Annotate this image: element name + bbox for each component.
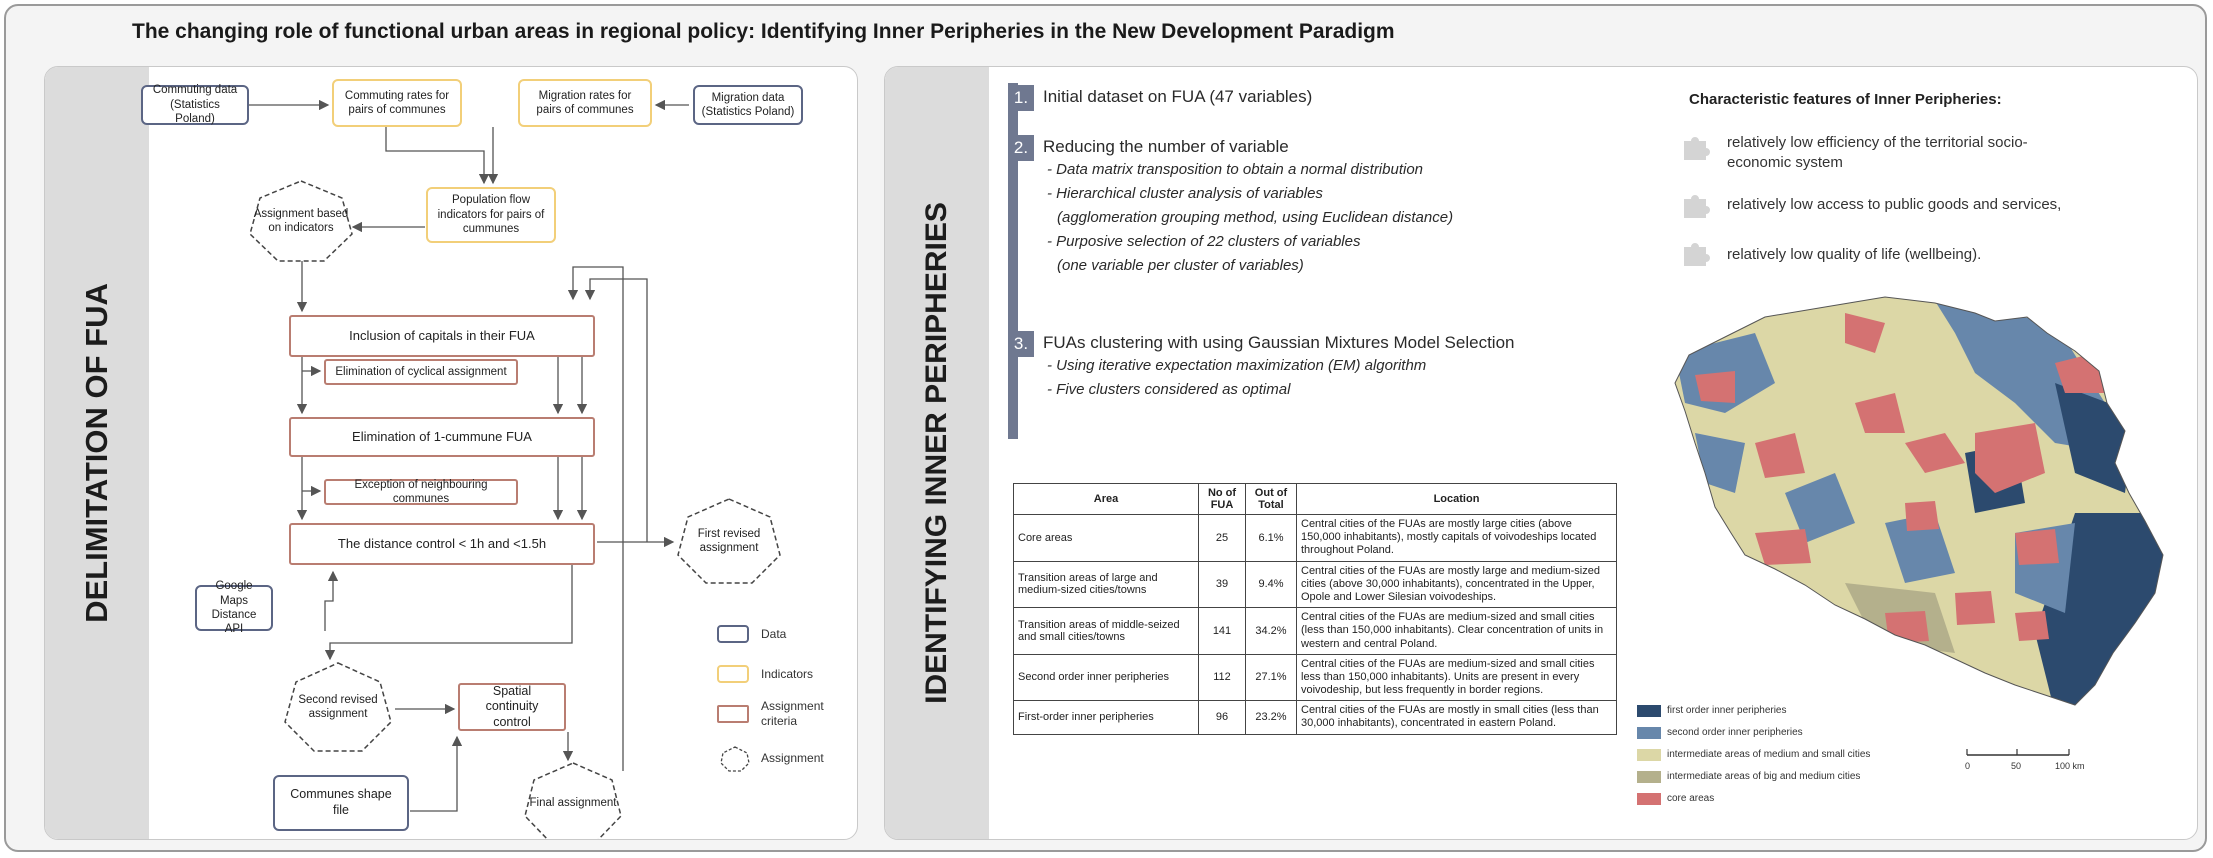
location-cell: Central cities of the FUAs are mostly large and medium-sized cities (above 30,000 inhabitants), concentrated in the Upper, Opole and Lower Silesian voivodeships. — [1297, 561, 1617, 608]
table-row — [1014, 608, 1617, 655]
legend-data-label: Data — [761, 627, 787, 641]
area-cell: Transition areas of middle-seized and small cities/towns — [1014, 608, 1199, 655]
step-3-sub-1: - Using iterative expectation maximization (EM) algorithm — [1047, 357, 1427, 374]
assignment-label: Second revised assignment — [298, 693, 378, 720]
map-legend-label-3: intermediate areas of medium and small cities — [1667, 749, 1871, 760]
elimination-cyclical-box: Elimination of cyclical assignment — [324, 359, 518, 385]
poster-title: The changing role of functional urban areas in regional policy: Identifying Inner Peripheries in the New Development Paradigm — [132, 20, 1395, 43]
population-flow-box: Population flow indicators for pairs of cummunes — [426, 187, 556, 243]
communes-shape-box: Communes shape file — [273, 775, 409, 831]
table-row — [1014, 701, 1617, 734]
header-no-fua: No of FUA — [1199, 484, 1246, 515]
map-core-wroclaw — [1755, 529, 1811, 565]
share-cell: 27.1% — [1246, 654, 1297, 701]
feature-1-text: relatively low efficiency of the territorial socio-economic system — [1727, 134, 2028, 171]
assignment-label: First revised assignment — [697, 527, 761, 554]
count-cell: 25 — [1199, 515, 1246, 562]
map-legend-swatch-1 — [1637, 705, 1661, 717]
legend-criteria-swatch — [717, 705, 749, 723]
assignment-based-on-indicators — [248, 179, 354, 263]
location-cell: Central cities of the FUAs are medium-sized and small cities less than 150,000 inhabitants). Units are present in every voivodeship, but less frequently in border regions. — [1297, 654, 1617, 701]
puzzle-icon — [1681, 133, 1711, 163]
count-cell: 112 — [1199, 654, 1246, 701]
clusters-table — [1013, 483, 1617, 735]
header-location: Location — [1297, 484, 1617, 515]
step-2-sub-3: (agglomeration grouping method, using Euclidean distance) — [1057, 209, 1454, 226]
step-3-sub-2: - Five clusters considered as optimal — [1047, 381, 1291, 398]
feature-2-text: relatively low access to public goods and services, — [1727, 196, 2062, 213]
assignment-label: Final assignment — [529, 796, 617, 809]
count-cell: 96 — [1199, 701, 1246, 734]
legend-indicators-label: Indicators — [761, 667, 814, 681]
assignment-label: Assignment based on indicators — [253, 207, 349, 234]
area-cell: Core areas — [1014, 515, 1199, 562]
inner-peripheries-panel — [884, 66, 2198, 840]
migration-data-box: Migration data (Statistics Poland) — [693, 85, 803, 125]
share-cell: 6.1% — [1246, 515, 1297, 562]
step-3-text: FUAs clustering with using Gaussian Mixtures Model Selection — [1043, 333, 1515, 352]
final-assignment — [523, 761, 623, 840]
map-core-krakow — [1955, 591, 1995, 625]
table-row — [1014, 515, 1617, 562]
map-core-katowice — [1885, 611, 1929, 643]
map-core-lublin — [2015, 529, 2059, 565]
map-core-szczecin — [1695, 371, 1735, 403]
first-revised-assignment — [676, 497, 782, 585]
table-header-row — [1014, 484, 1617, 515]
step-2-sub-2: - Hierarchical cluster analysis of variables — [1047, 185, 1323, 202]
area-cell: Second order inner peripheries — [1014, 654, 1199, 701]
map-legend-swatch-2 — [1637, 727, 1661, 739]
step-2-sub-1: - Data matrix transposition to obtain a normal distribution — [1047, 161, 1424, 178]
header-area: Area — [1014, 484, 1199, 515]
step-3-number: 3. — [1008, 331, 1034, 357]
puzzle-icon — [1681, 239, 1711, 269]
step-1-text: Initial dataset on FUA (47 variables) — [1043, 87, 1313, 106]
location-cell: Central cities of the FUAs are medium-sized and small cities (less than 150,000 inhabitants). Clear concentration of units in western and central Poland. — [1297, 608, 1617, 655]
scale-bar — [1965, 745, 2085, 759]
map-legend-label-5: core areas — [1667, 793, 1715, 804]
step-2-number: 2. — [1008, 135, 1034, 161]
commuting-data-box: Commuting data (Statistics Poland) — [141, 85, 249, 125]
elimination-1commune-box: Elimination of 1-cummune FUA — [289, 417, 595, 457]
scale-label-50: 50 — [2011, 761, 2022, 771]
map-legend-swatch-4 — [1637, 771, 1661, 783]
header-out-of-total: Out of Total — [1246, 484, 1297, 515]
migration-rates-box: Migration rates for pairs of communes — [518, 79, 652, 127]
share-cell: 34.2% — [1246, 608, 1297, 655]
step-2-sub-4: - Purposive selection of 22 clusters of variables — [1047, 233, 1361, 250]
second-revised-assignment — [283, 661, 393, 753]
legend-assignment-label: Assignment — [761, 751, 824, 765]
scale-label-0: 0 — [1965, 761, 1971, 771]
legend-assignment-icon — [719, 745, 751, 773]
map-legend-label-1: first order inner peripheries — [1667, 705, 1787, 716]
exception-neighbouring-box: Exception of neighbouring communes — [324, 479, 518, 505]
side-bar — [885, 67, 989, 839]
map-legend-swatch-3 — [1637, 749, 1661, 761]
area-cell: Transition areas of large and medium-sized cities/towns — [1014, 561, 1199, 608]
feature-3-text: relatively low quality of life (wellbeing). — [1727, 246, 1982, 263]
commuting-rates-box: Commuting rates for pairs of communes — [332, 79, 462, 127]
features-title: Characteristic features of Inner Peripheries: — [1689, 91, 2002, 108]
map-core-rzeszow — [2015, 611, 2049, 641]
table-row — [1014, 654, 1617, 701]
share-cell: 9.4% — [1246, 561, 1297, 608]
legend-data-swatch — [717, 625, 749, 643]
spatial-continuity-box: Spatial continuity control — [458, 683, 566, 731]
map-legend-label-2: second order inner peripheries — [1667, 727, 1803, 738]
location-cell: Central cities of the FUAs are mostly in small cities (less than 30,000 inhabitants), concentrated in eastern Poland. — [1297, 701, 1617, 734]
table-row — [1014, 561, 1617, 608]
count-cell: 141 — [1199, 608, 1246, 655]
map-legend-label-4: intermediate areas of big and medium cities — [1667, 771, 1861, 782]
step-2-text: Reducing the number of variable — [1043, 137, 1289, 156]
map-core-lodz — [1905, 501, 1939, 531]
count-cell: 39 — [1199, 561, 1246, 608]
poland-map — [1635, 293, 2175, 713]
step-1-number: 1. — [1008, 85, 1034, 111]
legend-criteria-label: Assignment criteria — [761, 699, 824, 728]
share-cell: 23.2% — [1246, 701, 1297, 734]
scale-label-100: 100 km — [2055, 761, 2085, 771]
legend-indicators-swatch — [717, 665, 749, 683]
location-cell: Central cities of the FUAs are mostly large cities (above 150,000 inhabitants), mostly capitals of voivodeships located throughout Poland. — [1297, 515, 1617, 562]
distance-control-box: The distance control < 1h and <1.5h — [289, 523, 595, 565]
side-label: IDENTIFYING INNER PERIPHERIES — [920, 202, 953, 704]
step-2-sub-5: (one variable per cluster of variables) — [1057, 257, 1304, 274]
map-legend-swatch-5 — [1637, 793, 1661, 805]
area-cell: First-order inner peripheries — [1014, 701, 1199, 734]
google-maps-box: Google Maps Distance API — [195, 585, 273, 631]
inclusion-capitals-box: Inclusion of capitals in their FUA — [289, 315, 595, 357]
puzzle-icon — [1681, 191, 1711, 221]
table-body — [1014, 515, 1617, 735]
side-label: DELIMITATION OF FUA — [79, 283, 114, 623]
fua-delimitation-panel — [44, 66, 858, 840]
